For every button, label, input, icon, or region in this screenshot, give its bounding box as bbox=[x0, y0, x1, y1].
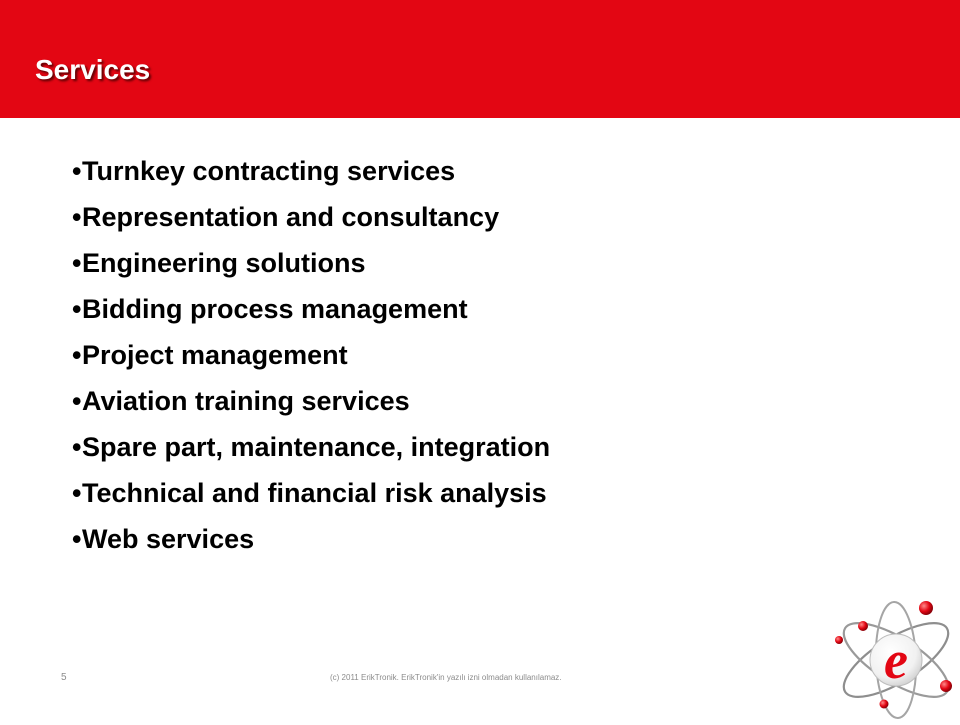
header-band bbox=[0, 0, 960, 118]
list-item bbox=[72, 148, 550, 194]
list-item bbox=[72, 424, 550, 470]
bullet: • bbox=[72, 156, 82, 186]
list-item bbox=[72, 332, 550, 378]
bullet: • bbox=[72, 248, 82, 278]
service-label: Representation and consultancy bbox=[82, 202, 500, 232]
service-label: Technical and financial risk analysis bbox=[82, 478, 547, 508]
bullet: • bbox=[72, 386, 82, 416]
list-item bbox=[72, 470, 550, 516]
list-item bbox=[72, 240, 550, 286]
logo-letter: e bbox=[884, 630, 908, 690]
bullet: • bbox=[72, 432, 82, 462]
bullet: • bbox=[72, 524, 82, 554]
list-item bbox=[72, 194, 550, 240]
eriktronik-atom-logo-icon bbox=[826, 596, 960, 720]
list-item bbox=[72, 378, 550, 424]
bullet: • bbox=[72, 202, 82, 232]
service-label: Turnkey contracting services bbox=[82, 156, 456, 186]
list-item bbox=[72, 286, 550, 332]
slide-title: Services bbox=[35, 54, 151, 85]
service-label: Project management bbox=[82, 340, 348, 370]
list-item bbox=[72, 516, 550, 562]
service-label: Spare part, maintenance, integration bbox=[82, 432, 551, 462]
bullet: • bbox=[72, 478, 82, 508]
service-label: Aviation training services bbox=[82, 386, 410, 416]
service-label: Bidding process management bbox=[82, 294, 468, 324]
copyright-notice: (c) 2011 ErikTronik. ErikTronik'in yazılı izni olmadan kullanılamaz. bbox=[330, 673, 562, 682]
service-list bbox=[72, 148, 550, 562]
service-label: Engineering solutions bbox=[82, 248, 366, 278]
bullet: • bbox=[72, 294, 82, 324]
page-number: 5 bbox=[61, 672, 67, 683]
bullet: • bbox=[72, 340, 82, 370]
service-label: Web services bbox=[82, 524, 255, 554]
